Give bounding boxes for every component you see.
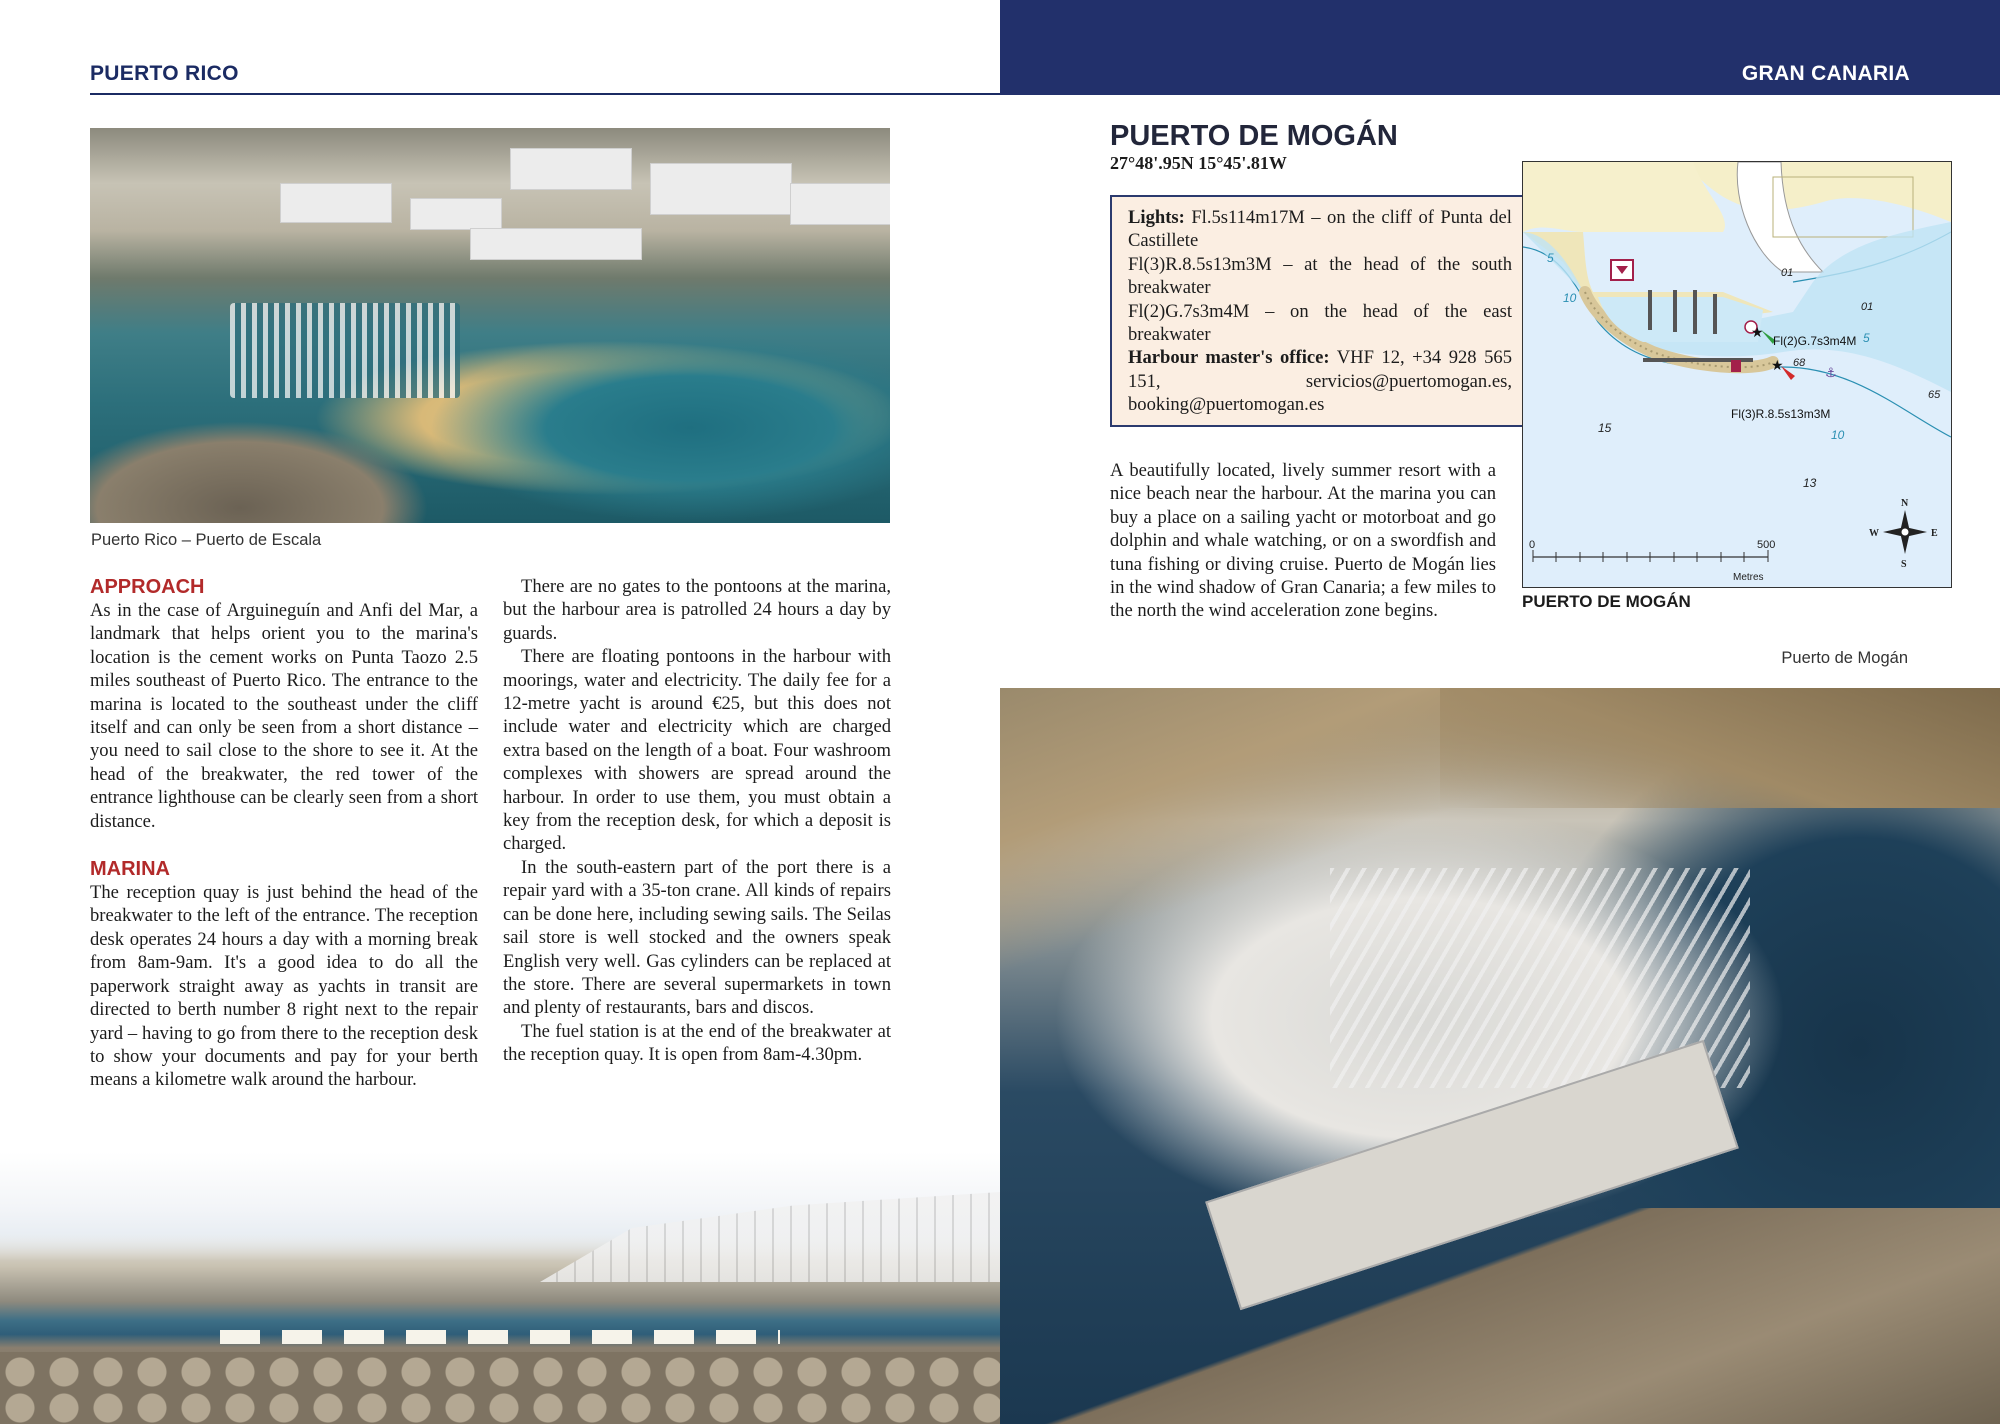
approach-text: As in the case of Arguineguín and Anfi del Mar, a landmark that helps orient you to the marina's location is the cement works on Punta Taozo 2.5 miles southeast of Puerto Rico. The entrance to the marina is located to the southeast under the cliff itself and can only be seen from a short distance – you need to sail close to the shore to see it. At the head of the breakwater, the red tower of the entrance lighthouse can be clearly seen from a short distance. bbox=[90, 600, 478, 832]
photo-building bbox=[410, 198, 502, 230]
chart-green-light-star: ★ bbox=[1751, 324, 1764, 340]
photo-rocks bbox=[0, 1352, 1000, 1424]
chart-pontoon bbox=[1713, 294, 1717, 334]
light-3: Fl(2)G.7s3m4M – on the head of the east breakwater bbox=[1128, 300, 1512, 346]
intro-text: A beautifully located, lively summer resort with a nice beach near the harbour. At the marina you can buy a place on a sailing yacht or motorboat and go dolphin and whale watching, or on a swordfish and tuna fishing or diving cruise. Puerto de Mogán lies in the wind shadow of Gran Canaria; a few miles to the north the wind acceleration zone begins. bbox=[1110, 460, 1496, 622]
chart-depth: 13 bbox=[1803, 476, 1817, 490]
chart-land bbox=[1523, 162, 1725, 232]
chart-depth: 68 bbox=[1793, 357, 1806, 369]
photo-breakwater bbox=[1000, 1208, 2000, 1424]
marina-text: The reception quay is just behind the head of the breakwater to the left of the entrance. The reception desk operates 24 hours a day with a morning break from 8am-9am. It's a good idea to do all the paperwork straight away as yachts in transit are directed to berth number 8 right next to the repair yard – having to go from there to the reception desk to show your documents and pay for your berth means a kilometre walk around the harbour. bbox=[90, 882, 478, 1091]
running-header-left: PUERTO RICO bbox=[90, 62, 239, 85]
photo-beach-umbrellas bbox=[220, 1330, 780, 1344]
chart-red-light-star: ★ bbox=[1771, 357, 1784, 373]
puerto-rico-beach-photo bbox=[0, 1152, 1000, 1424]
photo-building bbox=[510, 148, 632, 190]
chart-depth: 01 bbox=[1861, 301, 1874, 313]
left-column-2 bbox=[503, 575, 891, 1067]
chart-depth: 5 bbox=[1863, 331, 1870, 345]
chart-scale-unit: Metres bbox=[1733, 572, 1764, 583]
chart-depth: 01 bbox=[1781, 267, 1794, 279]
compass-w: W bbox=[1869, 528, 1879, 539]
chart-pontoon bbox=[1648, 290, 1652, 330]
chart-depth: 15 bbox=[1598, 421, 1612, 435]
photo-building bbox=[650, 163, 792, 215]
photo-hillside-town bbox=[540, 1192, 1000, 1282]
light-2: Fl(3)R.8.5s13m3M – at the head of the south breakwater bbox=[1128, 253, 1512, 299]
compass-n: N bbox=[1901, 498, 1909, 509]
chart-depth: 5 bbox=[1547, 251, 1554, 265]
paragraph: There are floating pontoons in the harbour with moorings, water and electricity. The daily fee for a 12-metre yacht is around €25, but this does not include water and electricity which are charged extra based on the length of a boat. Four washroom complexes with showers are spread around the harbour. In order to use them, you must obtain a key from the reception desk, for which a deposit is charged. bbox=[503, 646, 891, 855]
photo-building bbox=[470, 228, 642, 260]
left-column-1 bbox=[90, 575, 478, 1092]
puerto-de-mogan-aerial-photo bbox=[1000, 688, 2000, 1424]
photo-marina-boats bbox=[230, 303, 460, 398]
intro-column bbox=[1110, 459, 1496, 623]
harbour-master-label: Harbour master's office: bbox=[1128, 347, 1330, 369]
light-1: Fl.5s114m17M – on the cliff of Punta del Castillete bbox=[1128, 207, 1512, 252]
chart-scale-end: 500 bbox=[1757, 539, 1776, 551]
coordinates: 27°48'.95N 15°45'.81W bbox=[1110, 153, 1287, 173]
page-title: PUERTO DE MOGÁN bbox=[1110, 120, 1398, 152]
photo-hillside bbox=[1440, 688, 2000, 808]
header-rule bbox=[90, 93, 1002, 95]
chart-pontoon bbox=[1673, 290, 1677, 332]
lights-label: Lights: bbox=[1128, 207, 1185, 228]
anchor-icon: ⚓ bbox=[1825, 366, 1837, 381]
chart-scale-start: 0 bbox=[1529, 539, 1536, 551]
chart-label-green-light: Fl(2)G.7s3m4M bbox=[1773, 334, 1857, 348]
photo-building bbox=[280, 183, 392, 223]
compass-s: S bbox=[1901, 559, 1907, 570]
harbour-chart bbox=[1522, 161, 1952, 588]
harbour-master-text: VHF 12, +34 928 565 151, servicios@puertomogan.es, booking@puertomogan.es bbox=[1128, 347, 1512, 416]
chart-depth: 65 bbox=[1928, 389, 1941, 401]
marina-heading: MARINA bbox=[90, 858, 170, 881]
chart-label-red-light: Fl(3)R.8.5s13m3M bbox=[1731, 407, 1831, 421]
compass-e: E bbox=[1931, 528, 1938, 539]
puerto-rico-aerial-photo bbox=[90, 128, 890, 523]
chart-title-label: PUERTO DE MOGÁN bbox=[1522, 592, 1691, 611]
mogan-photo-caption: Puerto de Mogán bbox=[1781, 649, 1908, 667]
chart-depth: 10 bbox=[1831, 428, 1845, 442]
running-header-right: GRAN CANARIA bbox=[1741, 62, 1910, 85]
compass-rose-icon bbox=[1869, 498, 1938, 570]
photo-building bbox=[790, 183, 890, 225]
puerto-rico-photo-caption: Puerto Rico – Puerto de Escala bbox=[91, 531, 322, 549]
paragraph: There are no gates to the pontoons at the marina, but the harbour area is patrolled 24 hours a day by guards. bbox=[503, 576, 891, 644]
harbour-chart-svg bbox=[1523, 162, 1951, 587]
approach-heading: APPROACH bbox=[90, 576, 205, 598]
chart-pontoon bbox=[1693, 290, 1697, 334]
chart-fuel-icon bbox=[1731, 360, 1741, 372]
lights-info-box bbox=[1110, 195, 1530, 427]
paragraph: In the south-eastern part of the port there is a repair yard with a 35-ton crane. All kinds of repairs can be done here, including sewing sails. The Seilas sail store is well stocked and the owners speak English very well. Gas cylinders can be replaced at the store. There are several supermarkets in town and plenty of restaurants, bars and discos. bbox=[503, 856, 891, 1019]
paragraph: The fuel station is at the end of the breakwater at the reception quay. It is open from 8am-4.30pm. bbox=[503, 1020, 891, 1066]
chart-depth: 10 bbox=[1563, 291, 1577, 305]
